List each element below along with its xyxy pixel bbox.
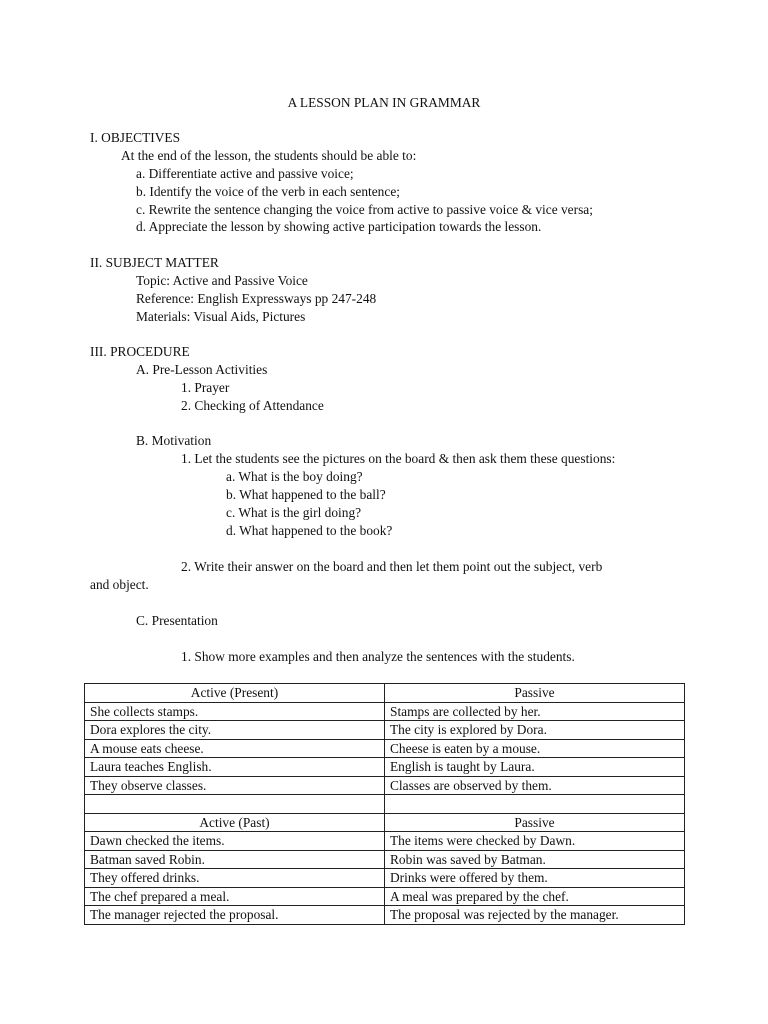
table-row (85, 739, 685, 758)
table-cell: She collects stamps. (85, 702, 385, 721)
motivation-step-2-continued: and object. (90, 577, 149, 592)
subject-matter-heading: II. SUBJECT MATTER (90, 255, 219, 270)
subject-materials: Materials: Visual Aids, Pictures (136, 309, 306, 324)
table-cell: Classes are observed by them. (385, 776, 685, 795)
table-cell: Dawn checked the items. (85, 832, 385, 851)
motivation-step-1: 1. Let the students see the pictures on the board & then ask them these questions: (181, 451, 616, 466)
table-row (85, 702, 685, 721)
table-cell: The manager rejected the proposal. (85, 906, 385, 925)
table-cell: They observe classes. (85, 776, 385, 795)
table-header-cell: Passive (385, 813, 685, 832)
table-header-row (85, 684, 685, 703)
pre-lesson-item: 1. Prayer (181, 380, 230, 395)
objectives-intro: At the end of the lesson, the students should be able to: (121, 148, 417, 163)
voice-examples-table (84, 683, 685, 925)
table-header-row (85, 813, 685, 832)
table-row (85, 776, 685, 795)
table-cell: Cheese is eaten by a mouse. (385, 739, 685, 758)
table-cell-empty (385, 795, 685, 814)
table-cell-empty (85, 795, 385, 814)
table-cell: Batman saved Robin. (85, 850, 385, 869)
table-cell: The items were checked by Dawn. (385, 832, 685, 851)
table-row (85, 869, 685, 888)
table-row (85, 906, 685, 925)
presentation-heading: C. Presentation (136, 613, 218, 628)
table-cell: The chef prepared a meal. (85, 887, 385, 906)
table-cell: Dora explores the city. (85, 721, 385, 740)
document-title: A LESSON PLAN IN GRAMMAR (287, 95, 481, 110)
subject-topic: Topic: Active and Passive Voice (136, 273, 308, 288)
table-row (85, 887, 685, 906)
objectives-heading: I. OBJECTIVES (90, 130, 181, 145)
objective-item: a. Differentiate active and passive voice; (136, 166, 354, 181)
table-cell: Robin was saved by Batman. (385, 850, 685, 869)
table-row (85, 832, 685, 851)
table-cell: English is taught by Laura. (385, 758, 685, 777)
table-row (85, 758, 685, 777)
table-cell: Laura teaches English. (85, 758, 385, 777)
motivation-step-2: 2. Write their answer on the board and then let them point out the subject, verb (181, 559, 603, 574)
table-cell: The city is explored by Dora. (385, 721, 685, 740)
procedure-heading: III. PROCEDURE (90, 344, 190, 359)
table-cell: A mouse eats cheese. (85, 739, 385, 758)
motivation-heading: B. Motivation (136, 433, 212, 448)
table-header-cell: Passive (385, 684, 685, 703)
table-header-cell: Active (Present) (85, 684, 385, 703)
motivation-question: d. What happened to the book? (226, 523, 393, 538)
table-cell: They offered drinks. (85, 869, 385, 888)
motivation-question: c. What is the girl doing? (226, 505, 362, 520)
motivation-question: a. What is the boy doing? (226, 469, 363, 484)
pre-lesson-item: 2. Checking of Attendance (181, 398, 324, 413)
subject-reference: Reference: English Expressways pp 247-248 (136, 291, 377, 306)
objective-item: d. Appreciate the lesson by showing active participation towards the lesson. (136, 219, 542, 234)
table-header-cell: Active (Past) (85, 813, 385, 832)
table-cell: Stamps are collected by her. (385, 702, 685, 721)
table-row (85, 850, 685, 869)
motivation-question: b. What happened to the ball? (226, 487, 386, 502)
table-cell: Drinks were offered by them. (385, 869, 685, 888)
presentation-step-1: 1. Show more examples and then analyze the sentences with the students. (181, 649, 575, 664)
table-row (85, 721, 685, 740)
table-cell: A meal was prepared by the chef. (385, 887, 685, 906)
objective-item: c. Rewrite the sentence changing the voice from active to passive voice & vice versa; (136, 202, 593, 217)
objective-item: b. Identify the voice of the verb in each sentence; (136, 184, 400, 199)
table-empty-row (85, 795, 685, 814)
table-cell: The proposal was rejected by the manager. (385, 906, 685, 925)
pre-lesson-heading: A. Pre-Lesson Activities (136, 362, 268, 377)
